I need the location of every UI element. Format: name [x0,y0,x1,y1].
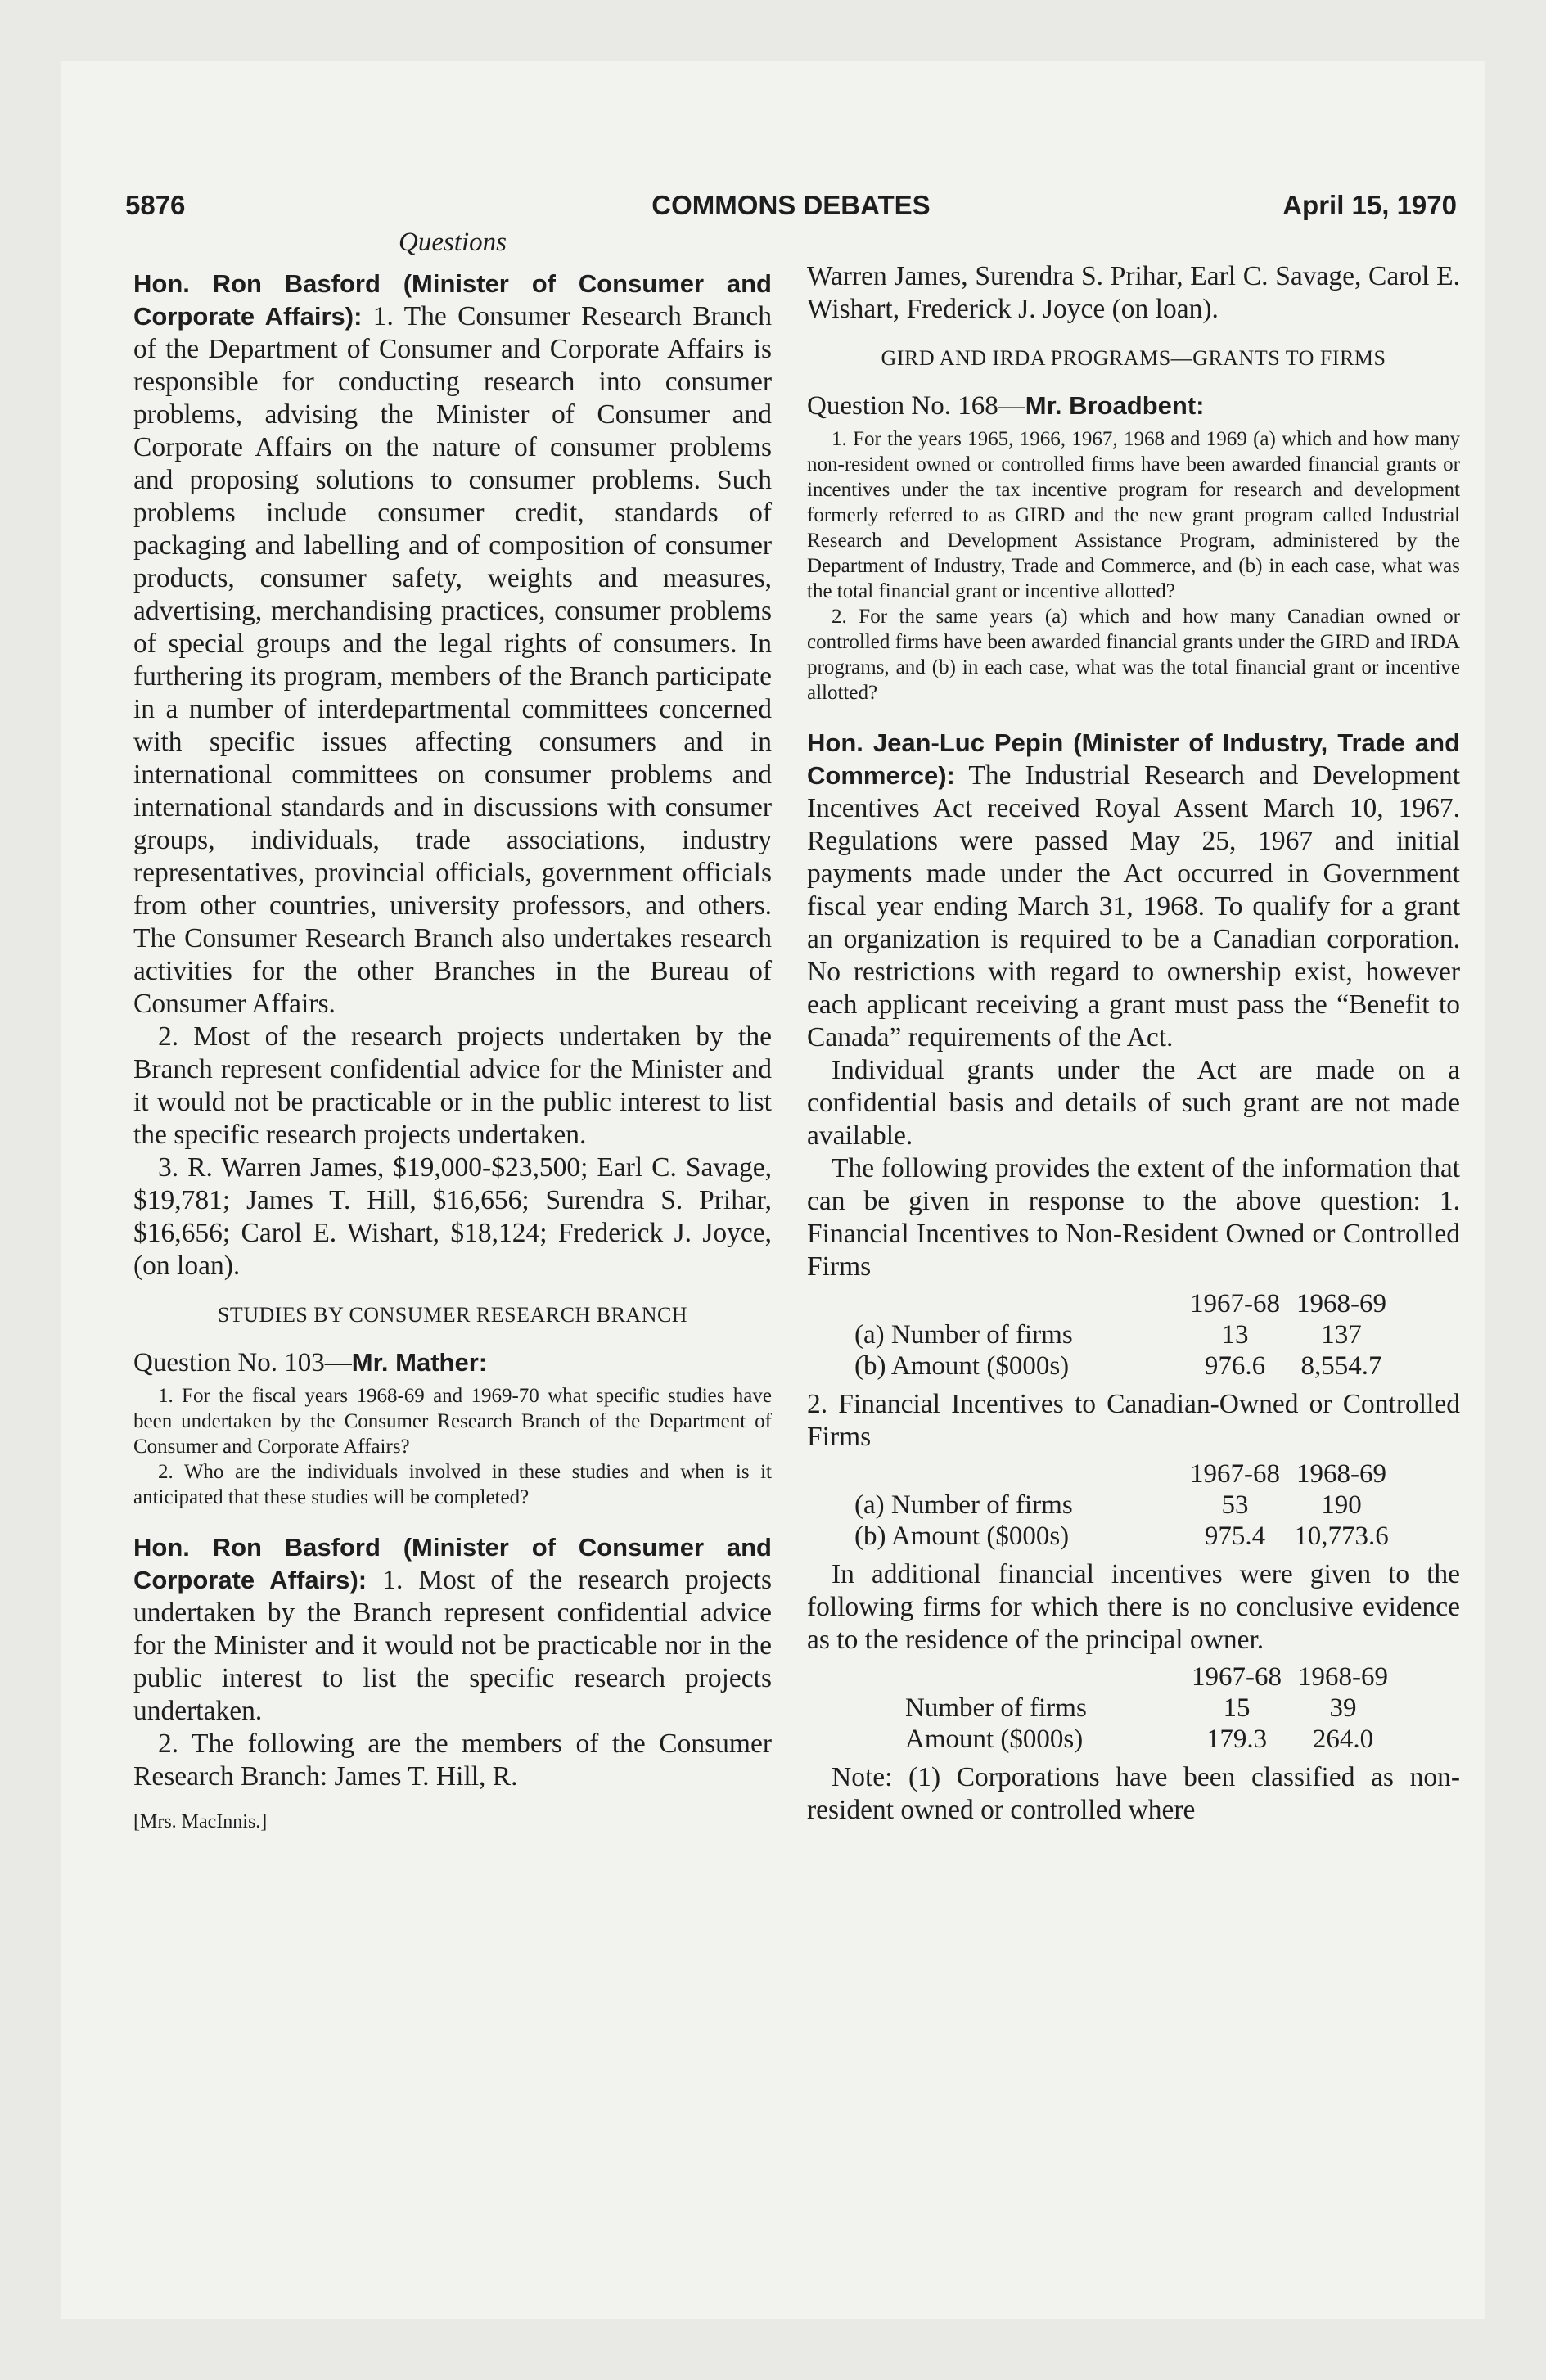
table-non-resident-firms [854,1288,1395,1382]
table-row [854,1319,1395,1350]
row-value: 53 [1221,1490,1249,1520]
table-row [854,1490,1395,1521]
question-103-number-line [133,1348,772,1378]
table-row [905,1693,1396,1724]
table-col-header: 1967-68 [1192,1662,1282,1692]
question-168-number: Question No. 168— [807,391,1025,421]
row-value: 190 [1321,1490,1362,1520]
question-103-asker: Mr. Mather: [351,1348,488,1377]
answer-1-paragraph-2: 2. Most of the research projects undertaken by the Branch represent confidential advice for the Minister and it would not be practicable or in the public interest to list the specific research projects undertaken. [133,1021,772,1150]
answer-1-text-1: 1. The Consumer Research Branch of the Department of Consumer and Corporate Affairs is responsible for conducting research into consumer problems, advising the Minister of Consumer and Corporate Affairs on the nature of consumer problems and proposing solutions to consumer problems. Such problems include consumer credit, standards of packaging and labelling and of composition of consumer products, consumer safety, weights and measures, advertising, merchandising practices, consumer problems of special groups and the legal rights of consumers. In furthering its program, members of the Branch participate in a number of interdepartmental committees concerned with specific issues affecting consumers and in international committees on consumer problems and international standards and in discussions with consumer groups, individuals, trade associations, industry representatives, provincial officials, government officials from other countries, university professors, and others. The Consumer Research Branch also undertakes research activities for the other Branches in the Bureau of Consumer Affairs. [133,301,772,1019]
answer-3-speaker: Hon. Jean-Luc Pepin (Minister of Industry, Trade and Commerce): [807,728,1460,790]
table-col-header: 1968-69 [1296,1289,1386,1318]
answer-2-paragraph-1 [133,1531,772,1728]
speaker-signature: [Mrs. MacInnis.] [133,1811,268,1832]
question-103-number: Question No. 103— [133,1348,352,1377]
row-label: (a) Number of firms [854,1490,1073,1520]
table-unknown-residence-firms [905,1661,1396,1755]
right-column [807,260,1460,1827]
page-header [125,190,1457,231]
answer-3-paragraph-4: 2. Financial Incentives to Canadian-Owned or Controlled Firms [807,1389,1460,1452]
table-header-row [854,1288,1395,1319]
row-value: 976.6 [1204,1351,1266,1381]
row-value: 264.0 [1312,1724,1374,1754]
answer-3-paragraph-2: Individual grants under the Act are made on a confidential basis and details of such grant are not made available. [807,1055,1460,1151]
table-canadian-firms [854,1458,1395,1552]
row-label: (a) Number of firms [854,1320,1073,1350]
question-168-part-2: 2. For the same years (a) which and how many Canadian owned or controlled firms have been awarded financial grants under the GIRD and IRDA programs, and (b) in each case, what was the total financial grant or incentive allotted? [807,606,1460,704]
row-label: Number of firms [905,1693,1087,1723]
answer-1-paragraph-3: 3. R. Warren James, $19,000-$23,500; Earl C. Savage, $19,781; James T. Hill, $16,656; Surendra S. Prihar, $16,656; Carol E. Wishart, $18,124; Frederick J. Joyce, (on loan). [133,1152,772,1281]
page-number: 5876 [125,190,186,220]
table-col-header: 1967-68 [1190,1459,1280,1489]
publication-title: COMMONS DEBATES [651,190,931,220]
answer-1-speaker: Hon. Ron Basford (Minister of Consumer and Corporate Affairs): [133,269,772,331]
table-row [854,1521,1395,1552]
question-168-heading: GIRD AND IRDA PROGRAMS—GRANTS TO FIRMS [881,346,1386,370]
row-value: 137 [1321,1320,1362,1350]
question-168-number-line [807,391,1460,421]
question-103-heading: STUDIES BY CONSUMER RESEARCH BRANCH [217,1303,688,1327]
question-168-asker: Mr. Broadbent: [1025,391,1205,420]
table-col-header: 1968-69 [1296,1459,1386,1489]
row-label: Amount ($000s) [905,1724,1084,1754]
answer-2-speaker: Hon. Ron Basford (Minister of Consumer and Corporate Affairs): [133,1533,772,1594]
question-103-part-2: 2. Who are the individuals involved in these studies and when is it anticipated that these studies will be completed? [133,1461,772,1508]
row-label: (b) Amount ($000s) [854,1351,1070,1381]
question-168-part-1: 1. For the years 1965, 1966, 1967, 1968 and 1969 (a) which and how many non-resident owned or controlled firms have been awarded financial grants or incentives under the tax incentive program for research and development formerly referred to as GIRD and the new grant program called Industrial Research and Development Assistance Program, administered by the Department of Industry, Trade and Commerce, and (b) in each case, what was the total financial grant or incentive allotted? [807,428,1460,602]
left-column [133,228,772,1833]
table-header-row [854,1458,1395,1490]
answer-2-paragraph-2: 2. The following are the members of the Consumer Research Branch: James T. Hill, R. [133,1729,772,1792]
answer-3-text-1: The Industrial Research and Development Incentives Act received Royal Assent March 10, 1967. Regulations were passed May 25, 1967 and initial payments made under the Act occurred in Government fiscal year ending March 31, 1968. To qualify for a grant an organization is required to be a Canadian corporation. No restrictions with regard to ownership exist, however each applicant receiving a grant must pass the “Benefit to Canada” requirements of the Act. [807,760,1460,1053]
row-value: 8,554.7 [1300,1351,1382,1381]
answer-3-paragraph-6: Note: (1) Corporations have been classified as non-resident owned or controlled where [807,1762,1460,1825]
section-label: Questions [399,228,507,257]
issue-date: April 15, 1970 [1282,190,1457,220]
table-row [854,1350,1395,1382]
question-103-part-1: 1. For the fiscal years 1968-69 and 1969-70 what specific studies have been undertaken by the Consumer Research Branch of the Department of Consumer and Corporate Affairs? [133,1385,772,1458]
answer-2-text-1: 1. Most of the research projects undertaken by the Branch represent confidential advice for the Minister and it would not be practicable nor in the public interest to list the specific research projects undertaken. [133,1565,772,1726]
table-col-header: 1968-69 [1298,1662,1388,1692]
row-label: (b) Amount ($000s) [854,1521,1070,1551]
table-col-header: 1967-68 [1190,1289,1280,1318]
answer-3-paragraph-5: In additional financial incentives were given to the following firms for which there is no conclusive evidence as to the residence of the principal owner. [807,1559,1460,1655]
row-value: 39 [1329,1693,1357,1723]
continued-text: Warren James, Surendra S. Prihar, Earl C. Savage, Carol E. Wishart, Frederick J. Joyce (on loan). [807,261,1460,324]
row-value: 15 [1223,1693,1251,1723]
table-header-row [905,1661,1396,1693]
table-row [905,1724,1396,1755]
row-value: 10,773.6 [1294,1521,1389,1551]
answer-3-paragraph-1 [807,727,1460,1054]
row-value: 179.3 [1206,1724,1268,1754]
row-value: 975.4 [1204,1521,1266,1551]
answer-1-paragraph-1 [133,268,772,1021]
row-value: 13 [1221,1320,1249,1350]
answer-3-paragraph-3: The following provides the extent of the information that can be given in response to the above question: 1. Financial Incentives to Non-Resident Owned or Controlled Firms [807,1153,1460,1282]
